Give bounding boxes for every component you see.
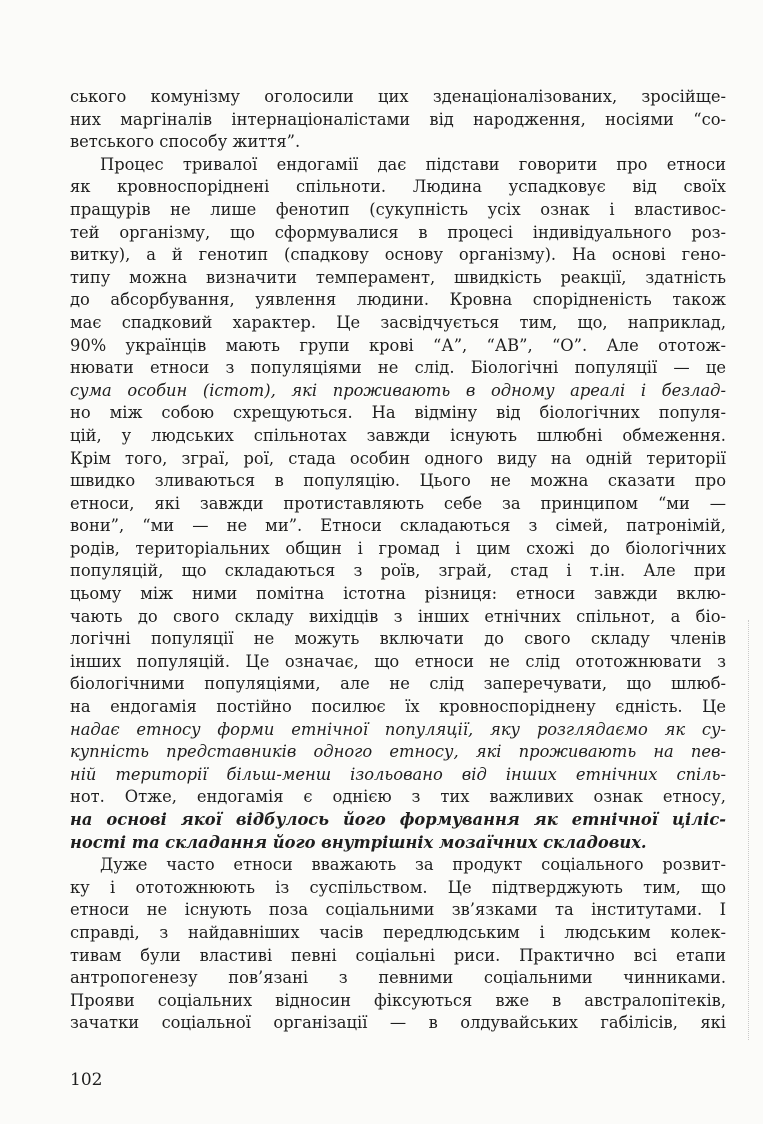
text-line: сума особин (істот), які проживають в одному ареалі і безлад- [70, 380, 726, 400]
text-line: нювати етноси з популяціями не слід. Біологічні популяції — це [70, 358, 726, 378]
text-line: на ендогамія постійно посилює їх кровноспоріднену єдність. Це [70, 697, 726, 717]
text-line: цій, у людських спільнотах завжди існують шлюбні обмеження. [70, 425, 726, 445]
text-line: надає етносу форми етнічної популяції, яку розглядаємо як су- [70, 719, 726, 739]
text-line: ку і ототожнюють із суспільством. Це підтверджують тим, що [70, 877, 726, 897]
text-line: витку), а й генотип (спадкову основу організму). На основі гено- [70, 245, 726, 265]
text-line: Прояви соціальних відносин фіксуються вже в австралопітеків, [70, 990, 726, 1010]
text-line: інших популяцій. Це означає, що етноси не слід ототожнювати з [70, 651, 726, 671]
text-line: етноси не існують поза соціальними зв’язками та інститутами. І [70, 900, 726, 920]
text-line: логічні популяції не можуть включати до свого складу членів [70, 629, 726, 649]
text-line: має спадковий характер. Це засвідчується тим, що, наприклад, [70, 312, 726, 332]
text-line: ній території більш-менш ізольовано від інших етнічних спіль- [70, 764, 726, 784]
scan-edge-artifact [747, 620, 749, 1040]
text-line: як кровноспоріднені спільноти. Людина успадковує від своїх [70, 177, 726, 197]
page-text [70, 86, 726, 1035]
text-line: родів, територіальних общин і громад і цим схожі до біологічних [70, 538, 726, 558]
page-number: 102 [70, 1070, 103, 1090]
text-line: Процес тривалої ендогамії дає підстави говорити про етноси [100, 154, 726, 174]
text-line: ського комунізму оголосили цих зденаціоналізованих, зросійще- [70, 87, 726, 106]
text-line: тей організму, що сформувалися в процесі індивідуального роз- [70, 222, 726, 242]
text-line: 90% українців мають групи крові “А”, “АВ”, “О”. Але ототож- [70, 335, 726, 355]
text-line: ветського способу життя”. [70, 132, 301, 152]
text-line: на основі якої відбулось його формування як етнічної ціліс- [70, 810, 726, 829]
text-line: до абсорбування, уявлення людини. Кровна спорідненість також [70, 290, 726, 310]
text-line: справді, з найдавніших часів передлюдським і людським колек- [70, 922, 726, 942]
text-line: Дуже часто етноси вважають за продукт соціального розвит- [100, 855, 726, 875]
text-line: популяцій, що складаються з роїв, зграй, стад і т.ін. Але при [70, 561, 726, 581]
text-line: но між собою схрещуються. На відміну від біологічних популя- [70, 403, 726, 423]
text-line: антропогенезу пов’язані з певними соціальними чинниками. [70, 968, 726, 988]
text-line: тивам були властиві певні соціальні риси. Практично всі етапи [70, 945, 726, 965]
text-line: вони”, “ми — не ми”. Етноси складаються з сімей, патронімій, [70, 516, 726, 536]
text-line: швидко зливаються в популяцію. Цього не можна сказати про [70, 471, 726, 491]
text-line: пращурів не лише фенотип (сукупність усіх ознак і властивос- [70, 199, 726, 219]
text-line: ності та складання його внутрішніх мозаїчних складових. [70, 832, 647, 852]
text-line: зачатки соціальної організації — в олдувайських габілісів, які [70, 1013, 726, 1033]
text-line: типу можна визначити темперамент, швидкість реакції, здатність [70, 267, 726, 287]
text-line: нот. Отже, ендогамія є однією з тих важливих ознак етносу, [70, 787, 726, 807]
text-line: біологічними популяціями, але не слід заперечувати, що шлюб- [70, 674, 726, 694]
text-line: купність представників одного етносу, які проживають на пев- [70, 742, 726, 762]
text-line: цьому між ними помітна істотна різниця: етноси завжди вклю- [70, 584, 726, 604]
text-line: чають до свого складу вихідців з інших етнічних спільнот, а біо- [70, 606, 726, 626]
text-line: них маргіналів інтернаціоналістами від народження, носіями “со- [70, 109, 726, 129]
text-line: етноси, які завжди протиставляють себе за принципом “ми — [70, 493, 726, 513]
text-line: Крім того, зграї, рої, стада особин одного виду на одній території [70, 448, 726, 468]
